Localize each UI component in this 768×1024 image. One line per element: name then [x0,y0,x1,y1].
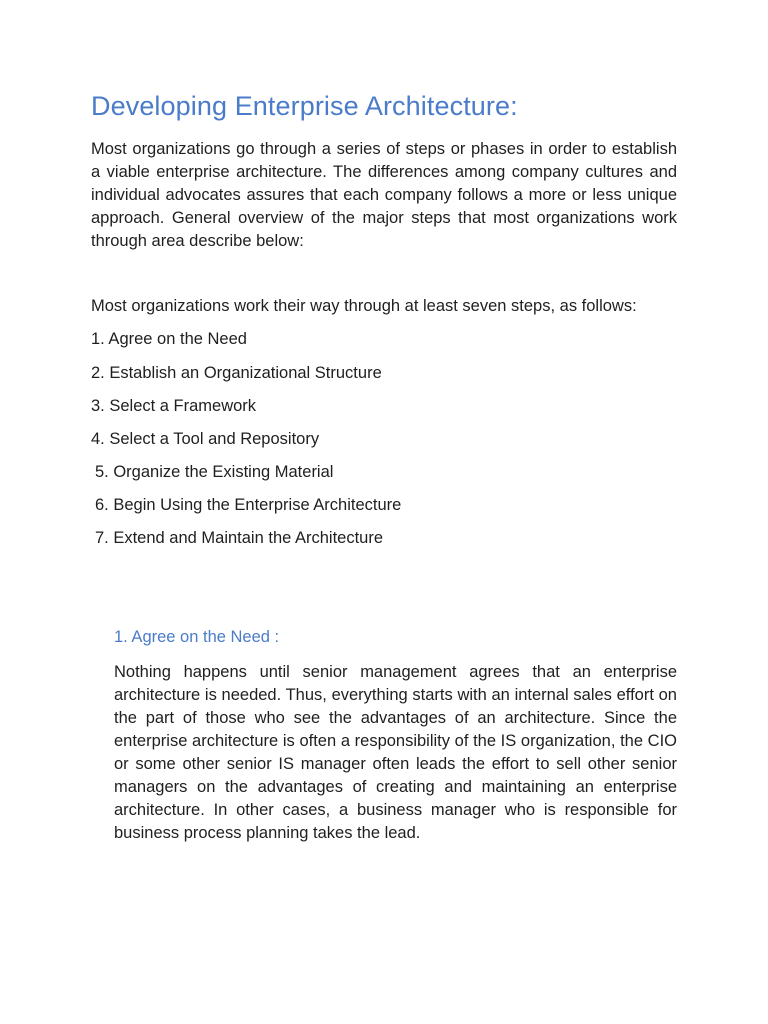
step-item-4: 4. Select a Tool and Repository [91,430,320,448]
intro-paragraph: Most organizations go through a series of steps or phases in order to establish a viable enterprise architecture. The differences among company cultures and individual advocates assures that each company follows a more or less unique approach. General overview of the major steps that most organizations work through area describe below: [91,140,677,250]
step-item-2: 2. Establish an Organizational Structure [91,364,382,382]
step-item-3: 3. Select a Framework [91,397,257,415]
steps-lead-text: Most organizations work their way through at least seven steps, as follows: [91,297,637,315]
section-body-paragraph: Nothing happens until senior management agrees that an enterprise architecture is needed. Thus, everything starts with an internal sales effort on the part of those who see the advantages of an architecture. Since the enterprise architecture is often a responsibility of the IS organization, the CIO or some other senior IS manager often leads the effort to sell other senior managers on the advantages of creating and maintaining an enterprise architecture. In other cases, a business manager who is responsible for business process planning takes the lead. [114,663,677,842]
step-item-6: 6. Begin Using the Enterprise Architecture [95,496,402,514]
step-item-7: 7. Extend and Maintain the Architecture [95,529,384,547]
section-heading: 1. Agree on the Need : [114,628,280,646]
page-title: Developing Enterprise Architecture: [91,91,518,121]
step-item-5: 5. Organize the Existing Material [95,463,334,481]
step-item-1: 1. Agree on the Need [91,330,247,348]
